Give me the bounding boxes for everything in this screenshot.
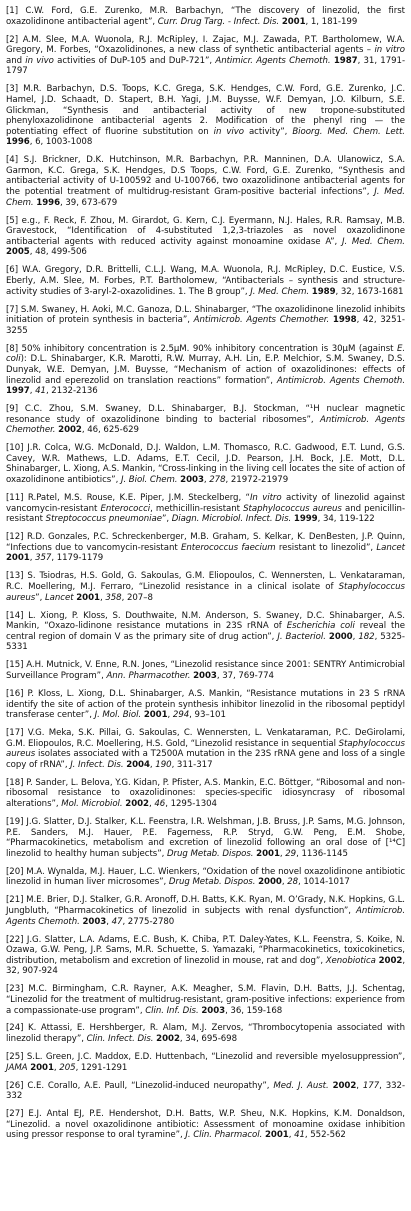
year: 2001	[264, 1130, 289, 1141]
reference-22	[6, 935, 405, 977]
reference-text: ,	[106, 916, 112, 927]
reference-23	[6, 984, 405, 1016]
year: 2001	[6, 553, 30, 564]
reference-text: [8] 50% inhibitory concentration is 2.5µM. 90% inhibitory concentration is 30µM (against	[6, 343, 397, 354]
reference-text: ,	[149, 759, 156, 770]
reference-19	[6, 817, 405, 859]
reference-text: ,	[203, 475, 210, 486]
reference-text: [4] S.J. Brickner, D.K. Hutchinson, M.R. Barbachyn, P.R. Manninen, D.A. Ulanowicz, S.A. Garmon, K.C. Grega, S.K. Hendges, D.S Toops, C.W. Ford, G.E. Zurenko, “Synthesis and antibacterial activity of U-100592 and U-100766, two oxazolidinone antibacterial agents for the potential treatment of multidrug-resistant Gram-positive bacterial infections”,	[6, 155, 405, 198]
reference-text: , 2132-2136	[45, 386, 98, 397]
reference-text: , 34, 119-122	[317, 514, 375, 525]
italic-text: Ann. Pharmacother.	[106, 670, 191, 681]
reference-text: , 93–101	[189, 710, 226, 721]
reference-text: [18] P. Sander, L. Belova, Y.G. Kidan, P. Pfister, A.S. Mankin, E.C. Böttger, “Ribosomal and non-ribosomal resistance to oxazolidinones: species-specific idiosyncrasy of ribosomal alterations”,	[6, 777, 405, 810]
reference-7	[6, 305, 405, 337]
year: 1998	[332, 315, 357, 326]
reference-text: [13] S. Tsiodras, H.S. Gold, G. Sakoulas, G.M. Eliopoulos, C. Wennersten, L. Venkataraman, R.C. Moellering, M.J. Ferraro, “Linezolid resistance in a clinical isolate of	[6, 571, 405, 592]
reference-6	[6, 265, 405, 297]
italic-text: Antimicrob. Agents Chemother.	[193, 315, 330, 326]
italic-text: Antimicr. Agents Chemoth.	[215, 55, 331, 66]
italic-text: JAMA	[6, 1062, 28, 1073]
reference-18	[6, 778, 405, 810]
reference-text: activity”,	[243, 126, 293, 137]
reference-text: , 32, 1673-1681	[335, 286, 404, 297]
reference-16	[6, 689, 405, 721]
reference-17	[6, 728, 405, 770]
year: 1997	[6, 386, 30, 397]
italic-text: J. Med. Chem.	[6, 187, 405, 208]
italic-text: Xenobiotica	[325, 955, 376, 966]
italic-text: 41	[35, 386, 46, 397]
reference-text: ,	[288, 1130, 295, 1141]
italic-text: 278	[209, 475, 226, 486]
year: 2000	[258, 877, 282, 888]
italic-text: J. Mol. Biol.	[94, 710, 142, 721]
reference-text: [7] S.M. Swaney, H. Aoki, M.C. Ganoza, D.L. Shinabarger, “The oxazolidinone linezolid inhibits initiation of protein synthesis in bacteria”,	[6, 304, 405, 326]
italic-text: Med. J. Aust.	[273, 1080, 329, 1091]
year: 2001	[30, 1062, 54, 1073]
reference-15	[6, 660, 405, 681]
reference-text: , 552-562	[304, 1130, 346, 1141]
reference-text: , 1, 181-199	[305, 16, 358, 27]
reference-text: ): D.L. Shinabarger, K.R. Marotti, R.W. Murray, A.H. Lin, E.P. Melchior, S.M. Swaney, D.S. Dunyak, W.E. Demyan, J.M. Buysse, “Mechanism of action of oxazolidinones: effects of linezolid and eperezolid on translation reactions” formation”,	[6, 354, 405, 386]
italic-text: Antimicrob. Agents Chemother.	[6, 414, 405, 436]
reference-text: ,	[279, 848, 286, 859]
reference-text: [19] J.G. Slatter, D.J. Stalker, K.L. Feenstra, I.R. Welshman, J.B. Bruss, J.P. Sams, M.G. Johnson, P.E. Sanders, M.J. Hauer, P.E. Fagerness, R.P. Stryd, G.W. Peng, E.M. Shobe, “Pharmacokinetics, metabolism and excretion of linezolid following an oral dose of [¹⁴C] linezolid to healthy human subjects”,	[6, 817, 405, 859]
year: 1989	[311, 286, 336, 297]
reference-text: , 1014-1017	[298, 877, 350, 888]
reference-text: , methicillin-resistant	[150, 503, 244, 514]
reference-text: [11] R.Patel, M.S. Rouse, K.E. Piper, J.M. Steckelberg, “	[6, 493, 250, 504]
reference-text: ”,	[35, 592, 45, 603]
year: 2001	[143, 710, 168, 721]
italic-text: J. Biol. Chem.	[120, 475, 178, 486]
year: 1999	[293, 514, 318, 525]
italic-text: in vivo	[25, 55, 54, 66]
italic-text: Staphylococcus aureus	[243, 503, 342, 514]
reference-text: , 46, 625-629	[81, 425, 139, 436]
year: 2005	[6, 247, 30, 258]
italic-text: J. Med. Chem.	[250, 286, 310, 297]
reference-text: , 31, 1791-1797	[6, 55, 406, 77]
reference-text: [9] C.C. Zhou, S.M. Swaney, D.L. Shinabarger, B.J. Stockman, “¹H nuclear magnetic resonance study of oxazolidinone binding to bacterial ribosomes”,	[6, 404, 405, 425]
reference-text: ,	[167, 710, 173, 721]
reference-text: [6] W.A. Gregory, D.R. Brittelli, C.L.J. Wang, M.A. Wuonola, R.J. McRipley, D.C. Eustice, V.S. Eberly, A.M. Slee, M. Forbes, P.T. Bartholomew, “Antibacterials – synthesis and structure-activity studies of 3-aryl-2-oxazolidines. 1. The B group”,	[6, 265, 405, 297]
year: 2002	[156, 1034, 180, 1045]
reference-text: activity of linezolid against vancomycin-resistant	[6, 493, 405, 514]
reference-text: , 1136-1145	[296, 848, 348, 859]
italic-text: Lancet	[44, 592, 74, 603]
year: 2001	[256, 848, 280, 859]
reference-text: [23] M.C. Birmingham, C.R. Rayner, A.K. Meagher, S.M. Flavin, D.H. Batts, J.J. Schentag, “Linezolid for the treatment of multidrug-resistant, gram-positive infections: experience from a compassionate-use program”,	[6, 984, 405, 1016]
italic-text: 357	[35, 553, 52, 564]
reference-text: [2] A.M. Slee, M.A. Wuonola, R.J. McRipley, I. Zajac, M.J. Zawada, P.T. Bartholomew, W.A. Gregory, M. Forbes, “Oxazolidinones, a new class of synthetic antibacterial agents –	[6, 34, 405, 56]
year: 2002	[332, 1080, 357, 1091]
italic-text: Clin. Inf. Dis.	[145, 1005, 199, 1016]
year: 2001	[281, 16, 306, 27]
reference-text: [12] R.D. Gonzales, P.C. Schreckenberger, M.B. Graham, S. Kelkar, K. DenBesten, J.P. Quinn, “Infections due to vancomycin-resistant	[6, 532, 405, 553]
reference-text: isolates associated with a T2500A mutation in the 23S rRNA gene and loss of a single copy of rRNA”,	[6, 749, 405, 770]
reference-text: [25] S.L. Green, J.C. Maddox, E.D. Huttenbach, “Linezolid and reversible myelosuppression”,	[6, 1052, 405, 1063]
reference-text: [17] V.G. Meka, S.K. Pillai, G. Sakoulas, C. Wennersten, L. Venkataraman, P.C. DeGirolami, G.M. Eliopoulos, R.C. Moellering, H.S. Gold, “Linezolid resistance in sequential	[6, 728, 405, 749]
reference-text: ,	[148, 799, 155, 810]
reference-text: , 34, 695-698	[179, 1034, 237, 1045]
italic-text: 177	[362, 1080, 380, 1091]
reference-text: [22] J.G. Slatter, L.A. Adams, E.C. Bush, K. Chiba, P.T. Daley-Yates, K.L. Feenstra, S. Koike, N. Ozawa, G.W. Peng, J.P. Sams, M.R. Schuette, S. Yamazaki, “Pharmacokinetics, toxicokinetics, distribution, metabolism and excretion of linezolid in mouse, rat and dog”,	[6, 934, 405, 966]
reference-text: [16] P. Kloss, L. Xiong, D.L. Shinabarger, A.S. Mankin, “Resistance mutations in 23 S rRNA identify the site of action of the protein synthesis inhibitor linezolid in the ribosomal peptidyl transferase center”,	[6, 688, 405, 721]
reference-4	[6, 155, 405, 208]
year: 1987	[333, 55, 358, 66]
italic-text: 358	[105, 592, 122, 603]
reference-3	[6, 84, 405, 148]
reference-text: [27] E.J. Antal EJ, P.E. Hendershot, D.H. Batts, W.P. Sheu, N.K. Hopkins, K.M. Donaldson, “Linezolid. a novel oxazolidinone antibiotic: Assessment of monoamine oxidase inhibition using pressor response to oral tyramine”,	[6, 1109, 405, 1141]
italic-text: Enterococcus faecium	[180, 542, 276, 553]
reference-21	[6, 895, 405, 927]
reference-text: resistant to linezolid”,	[275, 542, 377, 553]
italic-text: Antimicrob. Agents Chemoth.	[6, 905, 405, 927]
reference-text: , 2775-2780	[122, 916, 175, 927]
reference-text: [5] e.g., F. Reck, F. Zhou, M. Girardot, G. Kern, C.J. Eyermann, N.J. Hales, R.R. Ramsay, M.B. Gravestock, “Identification of 4-substituted 1,2,3-triazoles as novel oxazolidinone antibacterial agents with reduced activity against monoamine oxidase A”,	[6, 215, 405, 247]
italic-text: 47	[111, 916, 123, 927]
year: 1996	[6, 137, 30, 148]
reference-text: , 36, 159-168	[225, 1005, 283, 1016]
italic-text: 29	[285, 848, 297, 859]
reference-text: , 37, 769-774	[216, 670, 274, 681]
italic-text: In vitro	[249, 493, 282, 504]
reference-1	[6, 6, 405, 27]
year: 2002	[125, 799, 149, 810]
reference-25	[6, 1052, 405, 1073]
reference-24	[6, 1023, 405, 1044]
italic-text: 205	[59, 1062, 76, 1073]
reference-text: , 207–8	[121, 592, 153, 603]
year: 2003	[82, 916, 107, 927]
reference-text: [1] C.W. Ford, G.E. Zurenko, M.R. Barbachyn, “The discovery of linezolid, the first oxazolidinone antibacterial agent”,	[6, 6, 405, 27]
reference-11	[6, 493, 405, 525]
reference-text: , 311-317	[171, 759, 213, 770]
reference-text: ,	[356, 1080, 363, 1091]
italic-text: in vitro	[374, 45, 405, 56]
year: 2003	[201, 1005, 226, 1016]
italic-text: 28	[287, 877, 299, 888]
reference-text: and	[6, 55, 26, 66]
italic-text: E. coli	[6, 343, 405, 365]
year: 2000	[328, 631, 353, 642]
italic-text: Staphylococcus aureus	[6, 738, 405, 760]
reference-text: [24] K. Attassi, E. Hershberger, R. Alam, M.J. Zervos, “Thrombocytopenia associated with linezolid therapy”,	[6, 1023, 405, 1045]
italic-text: 182	[358, 631, 375, 642]
reference-text: activities of DuP-105 and DuP-721”,	[53, 55, 216, 66]
reference-text: [14] L. Xiong, P. Kloss, S. Douthwaite, N.M. Anderson, S. Swaney, D.C. Shinabarger, A.S. Mankin, “Oxazo-lidinone resistance mutations in 23S rRNA of	[6, 610, 405, 632]
reference-text: and penicillin-resistant	[6, 503, 405, 525]
reference-text: ,	[281, 877, 288, 888]
italic-text: 46	[154, 799, 166, 810]
reference-text: , 21972-21979	[225, 475, 289, 486]
italic-text: Drug Metab. Dispos.	[168, 877, 256, 888]
italic-text: Clin. Infect. Dis.	[86, 1034, 154, 1045]
reference-text: [10] J.R. Colca, W.G. McDonald, D.J. Waldon, L.M. Thomasco, R.C. Gadwood, E.T. Lund, G.S. Cavey, W.R. Mathews, L.D. Adams, E.T. Cecil, J.D. Pearson, J.H. Bock, J.E. Mott, D.L. Shinabarger, L. Xiong, A.S. Mankin, “Cross-linking in the living cell locates the site of action of oxazolidinone antibiotics”,	[6, 443, 405, 486]
italic-text: in vivo	[213, 126, 244, 137]
reference-14	[6, 611, 405, 653]
year: 2002	[58, 425, 82, 436]
year: 1996	[36, 197, 60, 208]
year: 2002	[378, 955, 403, 966]
reference-text: , 6, 1003-1008	[29, 137, 93, 148]
reference-text: , 48, 499-506	[29, 247, 87, 258]
reference-text: , 1295-1304	[165, 799, 217, 810]
reference-13	[6, 571, 405, 603]
italic-text: Enterococci	[100, 503, 151, 514]
italic-text: Staphylococcus aureus	[6, 582, 405, 603]
reference-text: ,	[99, 592, 106, 603]
reference-text: , 1179-1179	[51, 553, 104, 564]
italic-text: Bioorg. Med. Chem. Lett.	[292, 126, 405, 137]
italic-text: Antimicrob. Agents Chemoth.	[276, 375, 405, 386]
reference-text: ”,	[161, 514, 172, 525]
year: 2003	[193, 670, 217, 681]
year: 2003	[180, 475, 204, 486]
reference-text: [26] C.E. Corallo, A.E. Paull, “Linezolid-induced neuropathy”,	[6, 1080, 274, 1091]
reference-12	[6, 532, 405, 564]
italic-text: Drug Metab. Dispos.	[166, 848, 254, 859]
reference-text: , 39, 673-679	[60, 197, 118, 208]
reference-10	[6, 443, 405, 485]
reference-8	[6, 344, 405, 397]
italic-text: 41	[294, 1130, 305, 1141]
reference-text: , 1291-1291	[75, 1062, 128, 1073]
italic-text: J. Infect. Dis.	[70, 759, 124, 770]
reference-9	[6, 404, 405, 436]
italic-text: Diagn. Microbiol. Infect. Dis.	[171, 514, 292, 525]
italic-text: Escherichia coli	[286, 621, 355, 632]
italic-text: J. Med. Chem.	[341, 236, 405, 247]
reference-2	[6, 35, 405, 77]
reference-text: ,	[53, 1062, 60, 1073]
italic-text: 294	[172, 710, 190, 721]
reference-text: [15] A.H. Mutnick, V. Enne, R.N. Jones, “Linezolid resistance since 2001: SENTRY Antimicrobial Surveillance Program”,	[6, 660, 405, 681]
reference-text: , 32, 907-924	[6, 955, 405, 977]
reference-text: ,	[29, 553, 36, 564]
reference-text: , 5325-5331	[6, 631, 405, 653]
reference-text: reveal the central region of domain V as the primary site of drug action”,	[6, 621, 405, 642]
reference-27	[6, 1109, 405, 1141]
italic-text: Streptococcus pneumoniae	[45, 514, 162, 525]
year: 2004	[126, 759, 150, 770]
reference-text: , 42, 3251-3255	[6, 315, 405, 336]
italic-text: J. Clin. Pharmacol.	[185, 1130, 263, 1141]
reference-text: [3] M.R. Barbachyn, D.S. Toops, K.C. Grega, S.K. Hendges, C.W. Ford, G.E. Zurenko, J.C. Hamel, J.D. Schaadt, D. Stapert, B.H. Yagi, J.M. Buysse, W.F. Demyan, J.O. Kilburn, S.E. Glickman, “Synthesis and antibacterial activity of new tropone-substituted phenyloxazolidinone antibacterial agents 2. Modification of the phenyl ring — the potentiating effect of fluorine substitution on	[6, 84, 405, 137]
reference-text: , 332-332	[6, 1080, 405, 1102]
italic-text: 190	[155, 759, 172, 770]
year: 2001	[76, 592, 100, 603]
reference-20	[6, 867, 405, 888]
italic-text: Lancet	[376, 542, 405, 553]
reference-26	[6, 1081, 405, 1102]
italic-text: Curr. Drug Targ. - Infect. Dis.	[157, 16, 280, 27]
italic-text: Mol. Microbiol.	[61, 799, 123, 810]
italic-text: J. Bacteriol.	[277, 631, 326, 642]
reference-text: [21] M.E. Brier, D.J. Stalker, G.R. Aronoff, D.H. Batts, K.K. Ryan, M. O’Grady, N.K. Hopkins, G.L. Jungbluth, “Pharmacokinetics of linezolid in subjects with renal dysfunction”,	[6, 895, 405, 916]
reference-text: ,	[352, 631, 359, 642]
reference-text: [20] M.A. Wynalda, M.J. Hauer, L.C. Wienkers, “Oxidation of the novel oxazolidinone antibiotic linezolid in human liver microsomes”,	[6, 866, 405, 888]
reference-5	[6, 216, 405, 258]
reference-text: ,	[29, 386, 36, 397]
